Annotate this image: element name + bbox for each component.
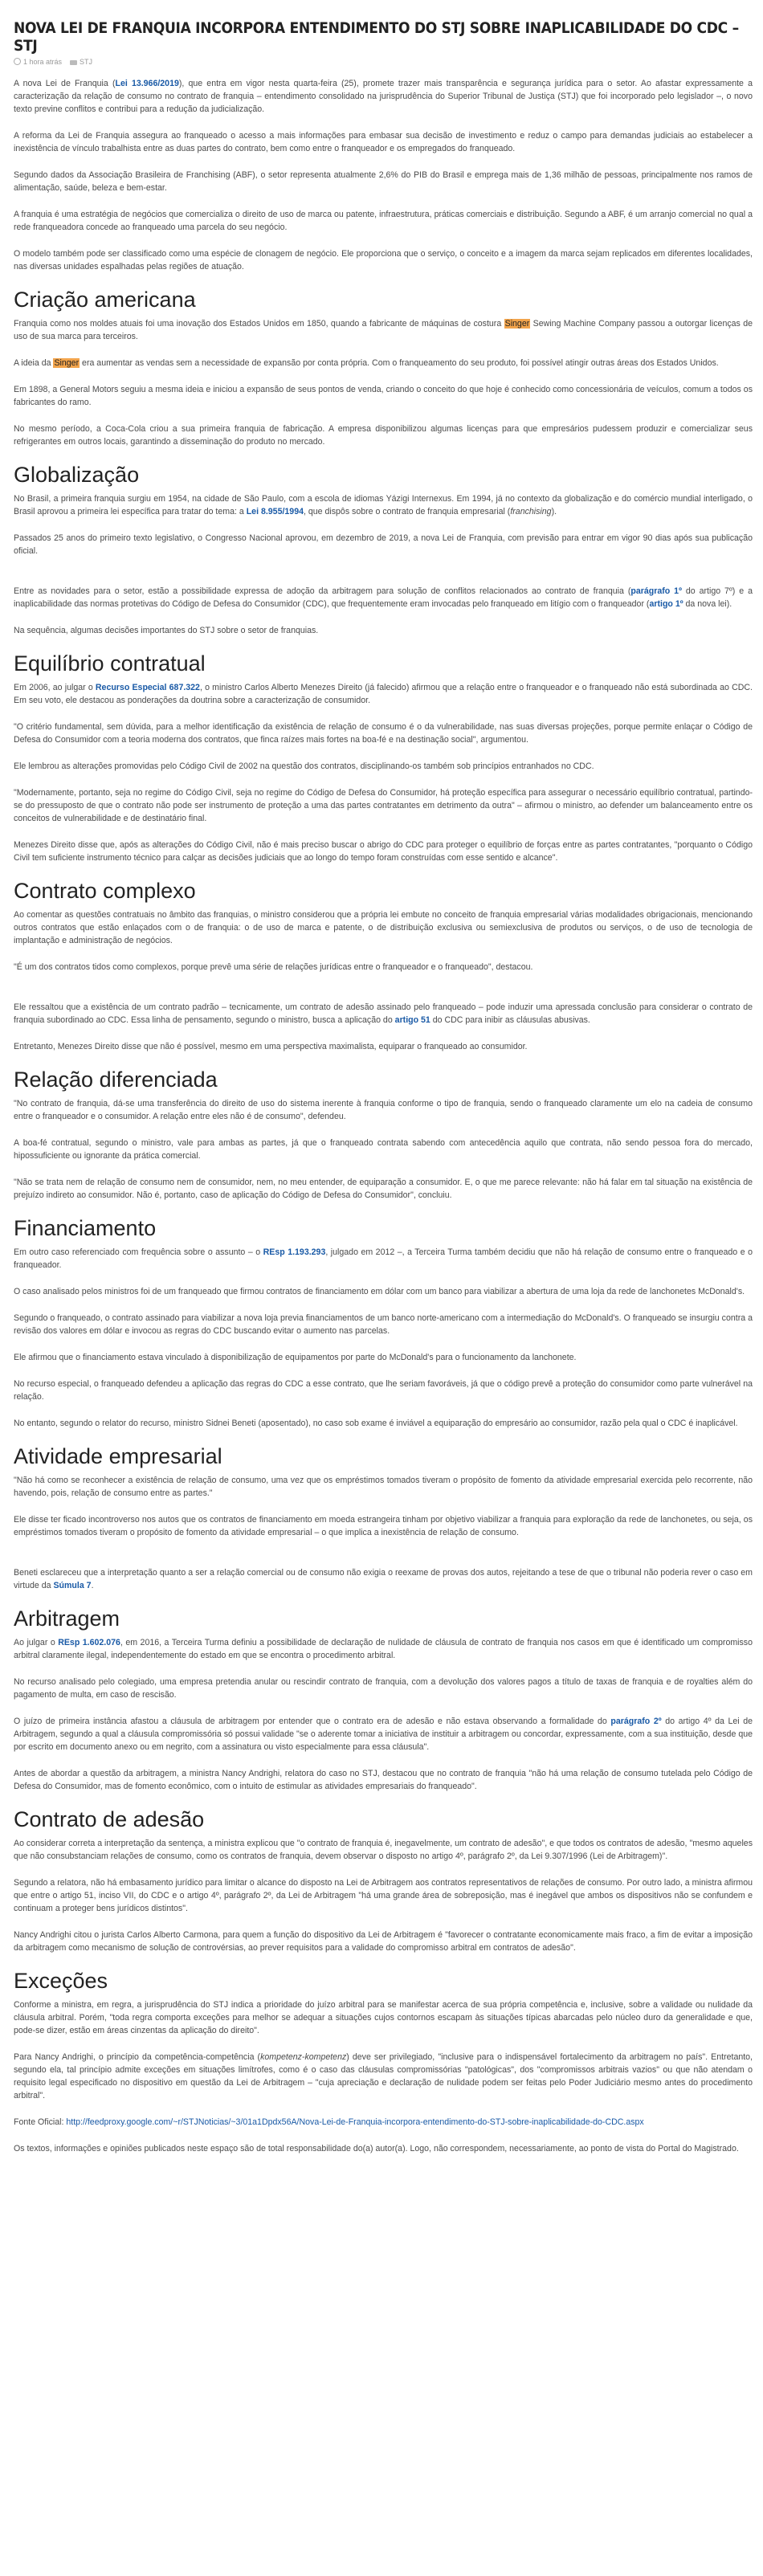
paragraph: A ideia da Singer era aumentar as vendas sem a necessidade de expansão por conta própria. Com o franqueamento do seu produto, foi possível atingir outras áreas dos Estados Unidos. [14, 358, 719, 368]
paragraph: A franquia é uma estratégia de negócios que comercializa o direito de uso de marca ou patente, infraestrutura, práticas comerciais e distribuição. Segundo a ABF, é um arranjo comercial no qual a rede franqueadora concede ao franqueado uma parcela do seu negócio. [14, 210, 753, 232]
paragraph: "É um dos contratos tidos como complexos, porque prevê uma série de relações jurídicas entre o franqueador e o franqueado", destacou. [14, 962, 533, 972]
paragraph: Ao comentar as questões contratuais no âmbito das franquias, o ministro considerou que a própria lei embute no conceito de franquia empresarial várias modalidades obrigacionais, mencionando outros contratos que estão enlaçados com o de franquia: o de uso de marca e patente, o de distribuição exclusiva ou semiexclusiva de produtos ou serviços, o de uso de tecnologia de implantação e administração de negócios. [14, 910, 753, 945]
paragraph: Para Nancy Andrighi, o princípio da competência-competência (kompetenz-kompetenz) deve ser privilegiado, "inclusive para o indispensável fortalecimento da arbitragem no país". Entretanto, segundo ela, tal princípio admite exceções em situações limítrofes, como é o caso das cláusulas compromissórias "patológicas", dos "compromissos arbitrais vazios" ou que não atendam o requisito legal especificado no dispositivo em questão da Lei de Arbitragem – "cuja apreciação e declaração de nulidade podem ser feitas pelo Poder Judiciário mesmo antes do procedimento arbitral". [14, 2052, 753, 2100]
paragraph: A nova Lei de Franquia (Lei 13.966/2019), que entra em vigor nesta quarta-feira (25), promete trazer mais transparência e segurança jurídica para o setor. Ao afastar expressamente a caracterização da relação de consumo no contrato de franquia – entendimento consolidado na jurisprudência do Superior Tribunal de Justiça (STJ) que foi incorporado pelo legislador –, o novo texto previne conflitos e contribui para a redução da judicialização. [14, 79, 753, 114]
paragraph: Entretanto, Menezes Direito disse que não é possível, mesmo em uma perspectiva maximalista, equiparar o franqueado ao consumidor. [14, 1042, 528, 1051]
paragraph: No mesmo período, a Coca-Cola criou a sua primeira franquia de fabricação. A empresa disponibilizou algumas licenças para que empresários pudessem produzir e comercializar seus refrigerantes em outros locais, garantindo a disseminação do produto no mercado. [14, 424, 753, 447]
article-body [14, 77, 753, 2102]
paragraph: Em outro caso referenciado com frequência sobre o assunto – o REsp 1.193.293, julgado em 2012 –, a Terceira Turma também decidiu que não há relação de consumo entre o franqueado e o franqueador. [14, 1247, 753, 1270]
section-heading: Financiamento [14, 1216, 157, 1240]
paragraph: Em 1898, a General Motors seguiu a mesma ideia e iniciou a expansão de seus pontos de venda, criando o conceito do que hoje é conhecido como concessionária de veículos, comum a todos os fabricantes do ramo. [14, 385, 753, 407]
paragraph: Antes de abordar a questão da arbitragem, a ministra Nancy Andrighi, relatora do caso no STJ, destacou que no contrato de franquia "não há uma relação de consumo tutelada pelo Código de Defesa do Consumidor, mas de fomento econômico, com o intuito de estimular as atividades empresariais do franqueado". [14, 1769, 753, 1791]
post-time: 1 hora atrás [14, 58, 62, 66]
paragraph: "Modernamente, portanto, seja no regime do Código Civil, seja no regime do Código de Defesa do Consumidor, há proteção específica para assegurar o necessário equilíbrio contratual, partindo-se do pressuposto de que o contrato não pode ser instrumento de proteção a uma das partes contratantes em detrimento da outra" – afirmou o ministro, ao defender um balanceamento entre os conceitos de vulnerabilidade e de destinatário final. [14, 788, 753, 823]
section-heading: Contrato complexo [14, 879, 196, 903]
paragraph: "No contrato de franquia, dá-se uma transferência do direito de uso do sistema inerente à franquia conforme o tipo de franquia, sendo o franqueado claramente um elo na cadeia de consumo entre o franqueador e o consumidor. A relação entre eles não é de consumo", defendeu. [14, 1099, 753, 1121]
article [14, 19, 753, 2155]
inline-link[interactable]: artigo 51 [394, 1015, 430, 1025]
paragraph: Ele disse ter ficado incontroverso nos autos que os contratos de financiamento em moeda estrangeira tinham por objetivo viabilizar a franquia para exploração da rede de lanchonetes, ou seja, os empréstimos tomados tiveram o propósito de fomento da atividade empresarial – o que implica a inexistência de relação de consumo. [14, 1515, 753, 1537]
paragraph: Entre as novidades para o setor, estão a possibilidade expressa de adoção da arbitragem para solução de conflitos relacionados ao contrato de franquia (parágrafo 1º do artigo 7º) e a inaplicabilidade das normas protetivas do Código de Defesa do Consumidor (CDC), que frequentemente eram invocadas pelo franqueado em litígio com o franqueador (artigo 1º da nova lei). [14, 586, 753, 609]
paragraph: Conforme a ministra, em regra, a jurisprudência do STJ indica a prioridade do juízo arbitral para se manifestar acerca de sua própria competência e, inclusive, sobre a validade ou nulidade da cláusula arbitral. Porém, "toda regra comporta exceções para melhor se adequar a situações cujos contornos escapam às situações típicas abarcadas pelo núcleo duro da generalidade e que, pode-se dizer, estão em áreas cinzentas da aplicação do direito". [14, 2000, 753, 2035]
paragraph: "Não se trata nem de relação de consumo nem de consumidor, nem, no meu entender, de equiparação a consumidor. E, o que me parece relevante: não há falar em tal situação na existência de prejuízo indireto ao consumidor. Não é, portanto, caso de aplicação do Código de Defesa do Consumidor", concluiu. [14, 1178, 753, 1200]
inline-link[interactable]: REsp 1.193.293 [263, 1247, 326, 1257]
inline-link[interactable]: Súmula 7 [53, 1581, 92, 1590]
section-heading: Atividade empresarial [14, 1444, 222, 1468]
paragraph: A reforma da Lei de Franquia assegura ao franqueado o acesso a mais informações para embasar sua decisão de investimento e reduz o campo para demandas judiciais ao estabelecer a inexistência de vínculo trabalhista entre as duas partes do contrato, bem como entre o franqueador e os empregados do franqueado. [14, 131, 753, 153]
section-heading: Contrato de adesão [14, 1807, 205, 1831]
paragraph: O juízo de primeira instância afastou a cláusula de arbitragem por entender que o contrato era de adesão e não estava observando a formalidade do parágrafo 2º do artigo 4º da Lei de Arbitragem, segundo a qual a cláusula compromissória só possui validade "se o aderente tomar a iniciativa de instituir a arbitragem ou concordar, expressamente, com a sua instituição, desde que por escrito em documento anexo ou em negrito, com a assinatura ou visto especialmente para essa cláusula". [14, 1717, 753, 1752]
paragraph: No recurso analisado pelo colegiado, uma empresa pretendia anular ou rescindir contrato de franquia, com a devolução dos valores pagos a título de taxas de franquia e de royalties além do pagamento de multa, em caso de rescisão. [14, 1677, 753, 1700]
paragraph: Menezes Direito disse que, após as alterações do Código Civil, não é mais preciso buscar o abrigo do CDC para proteger o equilíbrio de forças entre as partes contratantes, "porquanto o Código Civil tem suficiente instrumento técnico para calçar as decisões judiciais que ao longo do tempo foram construídas com esse sentido e alcance". [14, 840, 753, 863]
highlighted-term: Singer [54, 358, 80, 368]
disclaimer: Os textos, informações e opiniões publicados neste espaço são de total responsabilidade do(a) autor(a). Logo, não correspondem, necessariamente, ao ponto de vista do Portal do Magistrado. [14, 2144, 739, 2153]
paragraph: No Brasil, a primeira franquia surgiu em 1954, na cidade de São Paulo, com a escola de idiomas Yázigi Internexus. Em 1994, já no contexto da globalização e do comércio mundial interligado, o Brasil aprovou a primeira lei específica para tratar do tema: a Lei 8.955/1994, que dispôs sobre o contrato de franquia empresarial (franchising). [14, 494, 753, 516]
post-category[interactable]: STJ [70, 58, 92, 66]
italic-term: franchising [510, 507, 552, 516]
paragraph: Segundo a relatora, não há embasamento jurídico para limitar o alcance do disposto na Lei de Arbitragem aos contratos representativos de relações de consumo. Por outro lado, a ministra afirmou que entre o artigo 51, inciso VII, do CDC e o artigo 4º, parágrafo 2º, da Lei de Arbitragem "há uma grande área de sobreposição, mas é inegável que ambos os dispositivos não se confundem e continuam a proteger bens jurídicos distintos". [14, 1878, 753, 1913]
source-line: Fonte Oficial: http://feedproxy.google.com/~r/STJNoticias/~3/01a1Dpdx56A/Nova-Lei-de-Franquia-incorpora-entendimento-do-STJ-sobre-inaplicabilidade-do-CDC.aspx [14, 2117, 644, 2127]
paragraph: Ao julgar o REsp 1.602.076, em 2016, a Terceira Turma definiu a possibilidade de declaração de nulidade de cláusula de contrato de franquia nos casos em que é identificado um compromisso arbitral claramente ilegal, independentemente do estado em que se encontra o procedimento arbitral. [14, 1638, 753, 1660]
paragraph: No recurso especial, o franqueado defendeu a aplicação das regras do CDC a esse contrato, que lhe seriam favoráveis, já que o código prevê a proteção do consumidor como parte vulnerável na relação. [14, 1379, 753, 1402]
paragraph: Segundo dados da Associação Brasileira de Franchising (ABF), o setor representa atualmente 2,6% do PIB do Brasil e emprega mais de 1,36 milhão de pessoas, principalmente nos ramos de alimentação, saúde, beleza e bem-estar. [14, 170, 753, 193]
highlighted-term: Singer [504, 319, 530, 329]
paragraph: Passados 25 anos do primeiro texto legislativo, o Congresso Nacional aprovou, em dezembro de 2019, a nova Lei de Franquia, com previsão para entrar em vigor 90 dias após sua publicação oficial. [14, 533, 753, 556]
section-heading: Arbitragem [14, 1606, 120, 1631]
paragraph: Franquia como nos moldes atuais foi uma inovação dos Estados Unidos em 1850, quando a fabricante de máquinas de costura Singer Sewing Machine Company passou a outorgar licenças de uso de sua marca para terceiros. [14, 319, 753, 341]
paragraph: "O critério fundamental, sem dúvida, para a melhor identificação da existência de relação de consumo é o da vulnerabilidade, nas suas diversas projeções, porque permite enlaçar o Código de Defesa do Consumidor com a teoria moderna dos contratos, que finca raízes mais fortes na boa-fé e na destinação social", argumentou. [14, 722, 753, 745]
italic-term: kompetenz-kompetenz [260, 2052, 347, 2062]
paragraph: Nancy Andrighi citou o jurista Carlos Alberto Carmona, para quem a função do dispositivo da Lei de Arbitragem é "favorecer o contratante economicamente mais fraco, a fim de evitar a imposição da arbitragem como mecanismo de solução de controvérsias, ao prever requisitos para a validade do compromisso arbitral em contratos de adesão". [14, 1930, 753, 1953]
section-heading: Globalização [14, 463, 140, 487]
clock-icon [14, 58, 21, 65]
inline-link[interactable]: Recurso Especial 687.322 [95, 683, 200, 692]
section-heading: Exceções [14, 1969, 108, 1993]
inline-link[interactable]: parágrafo 2º [610, 1717, 662, 1726]
paragraph: A boa-fé contratual, segundo o ministro, vale para ambas as partes, já que o franqueado contrata sabendo com antecedência aquilo que contrata, não sendo pessoa fora do mercado, hipossuficiente ou ignorante da prática comercial. [14, 1138, 753, 1161]
inline-link[interactable]: artigo 1º [649, 599, 683, 609]
inline-link[interactable]: REsp 1.602.076 [58, 1638, 120, 1647]
paragraph: Ele afirmou que o financiamento estava vinculado à disponibilização de equipamentos por parte do McDonald's para o funcionamento da lanchonete. [14, 1353, 577, 1362]
source-link[interactable]: http://feedproxy.google.com/~r/STJNoticias/~3/01a1Dpdx56A/Nova-Lei-de-Franquia-incorpora-entendimento-do-STJ-sobre-inaplicabilidade-do-CDC.aspx [66, 2117, 644, 2127]
section-heading: Relação diferenciada [14, 1068, 218, 1092]
paragraph: "Não há como se reconhecer a existência de relação de consumo, uma vez que os empréstimos tomados tiveram o propósito de fomento da atividade empresarial exercida pelo recorrente, não havendo, pois, relação de consumo entre as partes." [14, 1476, 753, 1498]
article-meta [14, 58, 753, 66]
inline-link[interactable]: Lei 8.955/1994 [246, 507, 304, 516]
paragraph: O modelo também pode ser classificado como uma espécie de clonagem de negócio. Ele proporciona que o serviço, o conceito e a imagem da marca sejam replicados em diferentes localidades, nas diversas unidades espalhadas pelas regiões de atuação. [14, 249, 753, 271]
inline-link[interactable]: Lei 13.966/2019 [115, 79, 179, 88]
paragraph: No entanto, segundo o relator do recurso, ministro Sidnei Beneti (aposentado), no caso sob exame é inviável a equiparação do empresário ao consumidor, razão pela qual o CDC é inaplicável. [14, 1419, 738, 1428]
paragraph: Em 2006, ao julgar o Recurso Especial 687.322, o ministro Carlos Alberto Menezes Direito (já falecido) afirmou que a relação entre o franqueador e o franqueado não está subordinada ao CDC. Em seu voto, ele destacou as ponderações da doutrina sobre a caracterização de consumidor. [14, 683, 753, 705]
paragraph: Segundo o franqueado, o contrato assinado para viabilizar a nova loja previa financiamentos de um banco norte-americano com a intermediação do McDonald's. O franqueado se insurgiu contra a revisão dos valores em dólar e invocou as regras do CDC buscando evitar o aumento nas parcelas. [14, 1313, 753, 1336]
paragraph: Beneti esclareceu que a interpretação quanto a ser a relação comercial ou de consumo não exigia o reexame de provas dos autos, rejeitando a tese de que o tribunal não poderia rever o caso em virtude da Súmula 7. [14, 1568, 753, 1590]
inline-link[interactable]: parágrafo 1º [630, 586, 682, 596]
folder-icon [70, 60, 77, 65]
section-heading: Criação americana [14, 288, 196, 312]
paragraph: Ao considerar correta a interpretação da sentença, a ministra explicou que "o contrato de franquia é, inegavelmente, um contrato de adesão", e que todos os contratos de adesão, "mesmo aqueles que não consubstanciam relações de consumo, como os contratos de franquia, devem observar o disposto no artigo 4º, parágrafo 2º, da Lei 9.307/1996 (Lei de Arbitragem)". [14, 1839, 753, 1861]
section-heading: Equilíbrio contratual [14, 651, 206, 676]
paragraph: Ele ressaltou que a existência de um contrato padrão – tecnicamente, um contrato de adesão assinado pelo franqueado – pode induzir uma apressada conclusão para considerar o contrato de franquia subordinado ao CDC. Essa linha de pensamento, segundo o ministro, busca a aplicação do artigo 51 do CDC para inibir as cláusulas abusivas. [14, 1002, 753, 1025]
paragraph: Na sequência, algumas decisões importantes do STJ sobre o setor de franquias. [14, 626, 319, 635]
article-title: NOVA LEI DE FRANQUIA INCORPORA ENTENDIMENTO DO STJ SOBRE INAPLICABILIDADE DO CDC – STJ [14, 19, 739, 55]
paragraph: O caso analisado pelos ministros foi de um franqueado que firmou contratos de financiamento em dólar com um banco para viabilizar a abertura de uma loja da rede de lanchonetes McDonald's. [14, 1287, 745, 1296]
paragraph: Ele lembrou as alterações promovidas pelo Código Civil de 2002 na questão dos contratos, disciplinando-os também sob princípios entranhados no CDC. [14, 761, 594, 771]
